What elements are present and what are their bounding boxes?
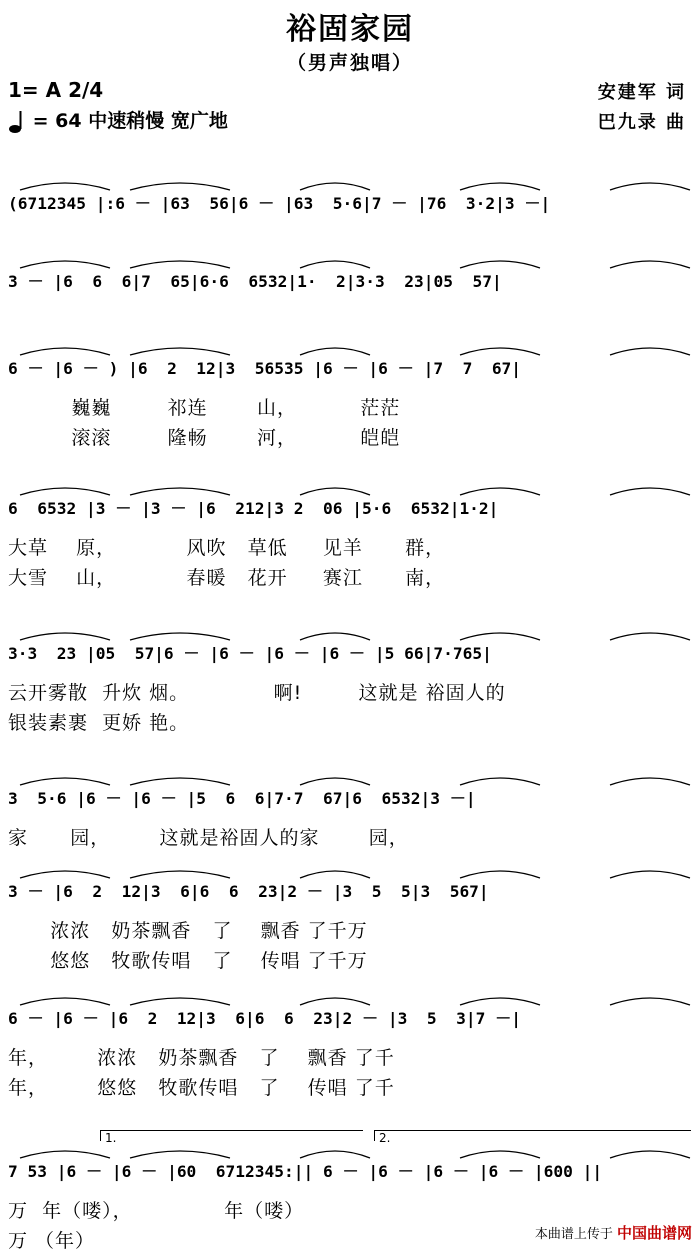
lyric-line: 滚滚 隆畅 河， 皑皑 [8, 427, 401, 449]
composer: 巴九录 曲 [597, 112, 686, 133]
jianpu-notation: 6 6532 |3 － |3 － |6 212|3 2 06 |5·6 6532|1·2| [8, 499, 499, 518]
jianpu-notation: 3·3 23 |05 57|6 － |6 － |6 － |6 － |5 66|7·765| [8, 644, 492, 663]
lyric-line: 年， 浓浓 奶茶飘香 了 飘香 了千 [8, 1047, 395, 1069]
lyricist: 安建军 词 [597, 82, 686, 103]
lyric-line: 大草 原， 风吹 草低 见羊 群， [8, 537, 446, 559]
lyric-line: 悠悠 牧歌传唱 了 传唱 了千万 [8, 950, 368, 972]
footer-prefix: 本曲谱上传于 [534, 1227, 613, 1242]
lyric-line: 家 园， 这就是裕固人的家 园， [8, 827, 409, 849]
jianpu-notation: 6 － |6 － |6 2 12|3 6|6 6 23|2 － |3 5 3|7 －| [8, 1009, 522, 1028]
song-subtitle: （男声独唱） [286, 52, 413, 74]
lyric-line: 巍巍 祁连 山， 茫茫 [8, 397, 401, 419]
song-title: 裕固家园 [286, 12, 414, 47]
jianpu-notation: 3 － |6 2 12|3 6|6 6 23|2 － |3 5 5|3 567| [8, 882, 489, 901]
tempo-marking [8, 106, 228, 134]
lyric-line: 万 年（喽）， 年（喽） [8, 1200, 305, 1222]
jianpu-notation: 7 53 |6 － |6 － |60 6712345:|| 6 － |6 － |6 － |6 － |600 || [8, 1162, 603, 1181]
jianpu-notation: 3 5·6 |6 － |6 － |5 6 6|7·7 67|6 6532|3 －| [8, 789, 476, 808]
footer-watermark [535, 1222, 692, 1243]
lyric-line: 万 （年） [8, 1230, 96, 1252]
lyric-line: 银装素裹 更娇 艳。 [8, 712, 190, 734]
site-logo: 中国曲谱网 [616, 1224, 692, 1242]
lyric-line: 大雪 山， 春暖 花开 赛江 南， [8, 567, 446, 589]
jianpu-notation: 6 － |6 － ) |6 2 12|3 56535 |6 － |6 － |7 7 67| [8, 359, 522, 378]
jianpu-notation: 3 － |6 6 6|7 65|6·6 6532|1· 2|3·3 23|05 57| [8, 272, 502, 291]
lyric-line: 年， 悠悠 牧歌传唱 了 传唱 了千 [8, 1077, 395, 1099]
key-signature: 1= A 2/4 [8, 78, 104, 102]
credits [598, 78, 686, 138]
lyric-line: 云开雾散 升炊 烟。 啊! 这就是 裕固人的 [8, 682, 506, 704]
volta-second-ending: 2. [374, 1130, 691, 1141]
volta-first-ending: 1. [100, 1130, 363, 1141]
jianpu-notation: (6712345 |:6 － |63 56|6 － |63 5·6|7 － |76 3·2|3 －| [8, 194, 551, 213]
tempo-text: = 64 中速稍慢 宽广地 [32, 110, 228, 132]
quarter-note-icon [8, 110, 26, 134]
lyric-line: 浓浓 奶茶飘香 了 飘香 了千万 [8, 920, 368, 942]
